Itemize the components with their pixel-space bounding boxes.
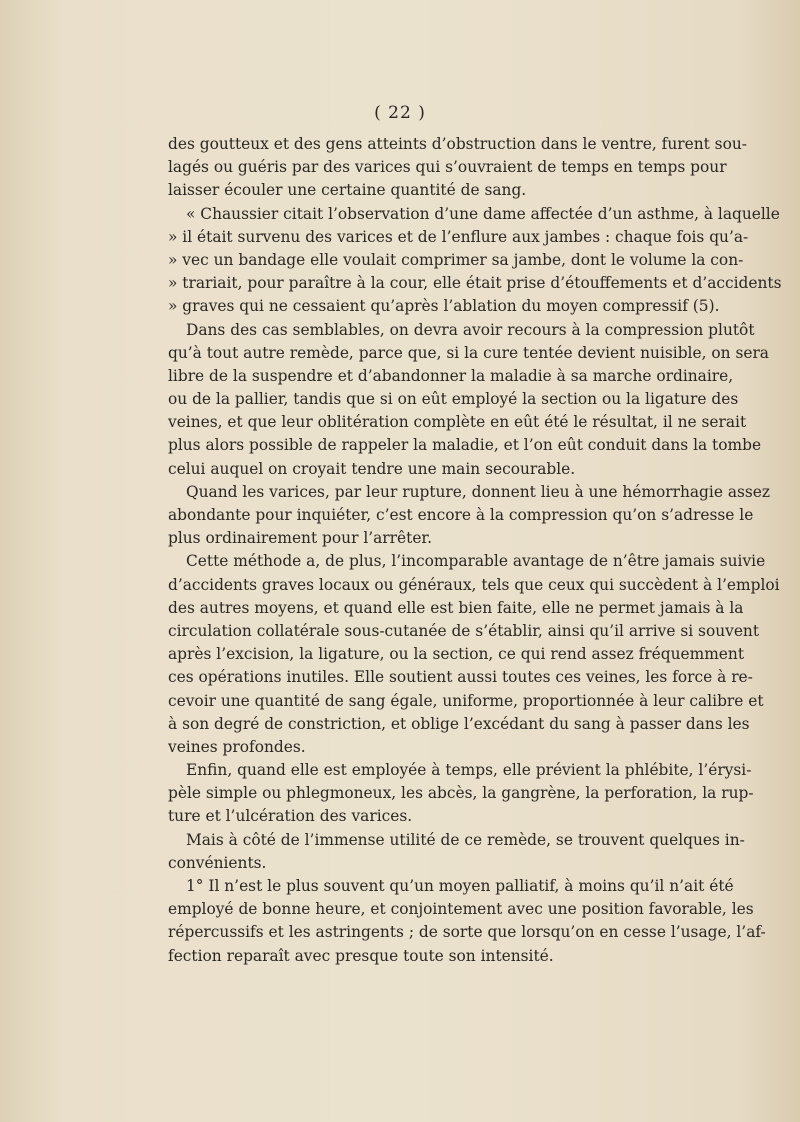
text-line: » trariait, pour paraître à la cour, elle était prise d’étouffements et d’accidents — [168, 274, 782, 293]
text-line: répercussifs et les astringents ; de sorte que lorsqu’on en cesse l’usage, l’af- — [168, 923, 766, 942]
text-line: » vec un bandage elle voulait comprimer sa jambe, dont le volume la con- — [168, 250, 744, 269]
text-line: Enfin, quand elle est employée à temps, elle prévient la phlébite, l’érysi- — [186, 761, 752, 780]
text-line: à son degré de constriction, et oblige l’excédant du sang à passer dans les — [168, 714, 750, 733]
text-line: convénients. — [168, 853, 267, 872]
text-line: veines profondes. — [168, 737, 306, 756]
text-line: fection reparaît avec presque toute son intensité. — [168, 946, 554, 965]
text-line: cevoir une quantité de sang égale, uniforme, proportionnée à leur calibre et — [168, 691, 764, 710]
text-line: des autres moyens, et quand elle est bien faite, elle ne permet jamais à la — [168, 598, 744, 617]
body-text — [168, 133, 782, 968]
text-line: ture et l’ulcération des varices. — [168, 807, 413, 826]
text-line: plus alors possible de rappeler la maladie, et l’on eût conduit dans la tombe — [168, 436, 762, 455]
text-line: employé de bonne heure, et conjointement avec une position favorable, les — [168, 900, 754, 919]
text-line: d’accidents graves locaux ou généraux, tels que ceux qui succèdent à l’emploi — [168, 575, 780, 594]
text-line: abondante pour inquiéter, c’est encore à la compression qu’on s’adresse le — [168, 506, 754, 524]
text-line: lagés ou guéris par des varices qui s’ouvraient de temps en temps pour — [168, 158, 727, 177]
text-line: « Chaussier citait l’observation d’une dame affectée d’un asthme, à laquelle — [186, 204, 780, 223]
text-line: laisser écouler une certaine quantité de sang. — [168, 181, 527, 200]
text-line: pèle simple ou phlegmoneux, les abcès, la gangrène, la perforation, la rup- — [168, 784, 754, 803]
text-line: Mais à côté de l’immense utilité de ce remède, se trouvent quelques in- — [186, 830, 745, 849]
text-line: ces opérations inutiles. Elle soutient aussi toutes ces veines, les force à re- — [168, 668, 753, 687]
text-line: ou de la pallier, tandis que si on eût employé la section ou la ligature des — [168, 390, 739, 409]
text-line: plus ordinairement pour l’arrêter. — [168, 529, 432, 548]
page-number: ( 22 ) — [374, 103, 426, 123]
text-line: Dans des cas semblables, on devra avoir recours à la compression plutôt — [186, 320, 755, 339]
text-line: » graves qui ne cessaient qu’après l’ablation du moyen compressif (5). — [168, 297, 720, 316]
text-line: des goutteux et des gens atteints d’obstruction dans le ventre, furent sou- — [168, 135, 747, 153]
text-line: libre de la suspendre et d’abandonner la maladie à sa marche ordinaire, — [168, 366, 734, 385]
text-line: celui auquel on croyait tendre une main secourable. — [168, 459, 576, 478]
text-line: 1° Il n’est le plus souvent qu’un moyen palliatif, à moins qu’il n’ait été — [186, 877, 734, 895]
text-line: Quand les varices, par leur rupture, donnent lieu à une hémorrhagie assez — [186, 482, 771, 501]
text-line: Cette méthode a, de plus, l’incomparable avantage de n’être jamais suivie — [186, 552, 766, 571]
text-line: qu’à tout autre remède, parce que, si la cure tentée devient nuisible, on sera — [168, 343, 769, 362]
text-line: après l’excision, la ligature, ou la section, ce qui rend assez fréquemment — [168, 645, 745, 664]
text-line: circulation collatérale sous-cutanée de s’établir, ainsi qu’il arrive si souvent — [168, 621, 760, 640]
text-line: veines, et que leur oblitération complète en eût été le résultat, il ne serait — [168, 413, 747, 432]
text-line: » il était survenu des varices et de l’enflure aux jambes : chaque fois qu’a- — [168, 227, 749, 246]
